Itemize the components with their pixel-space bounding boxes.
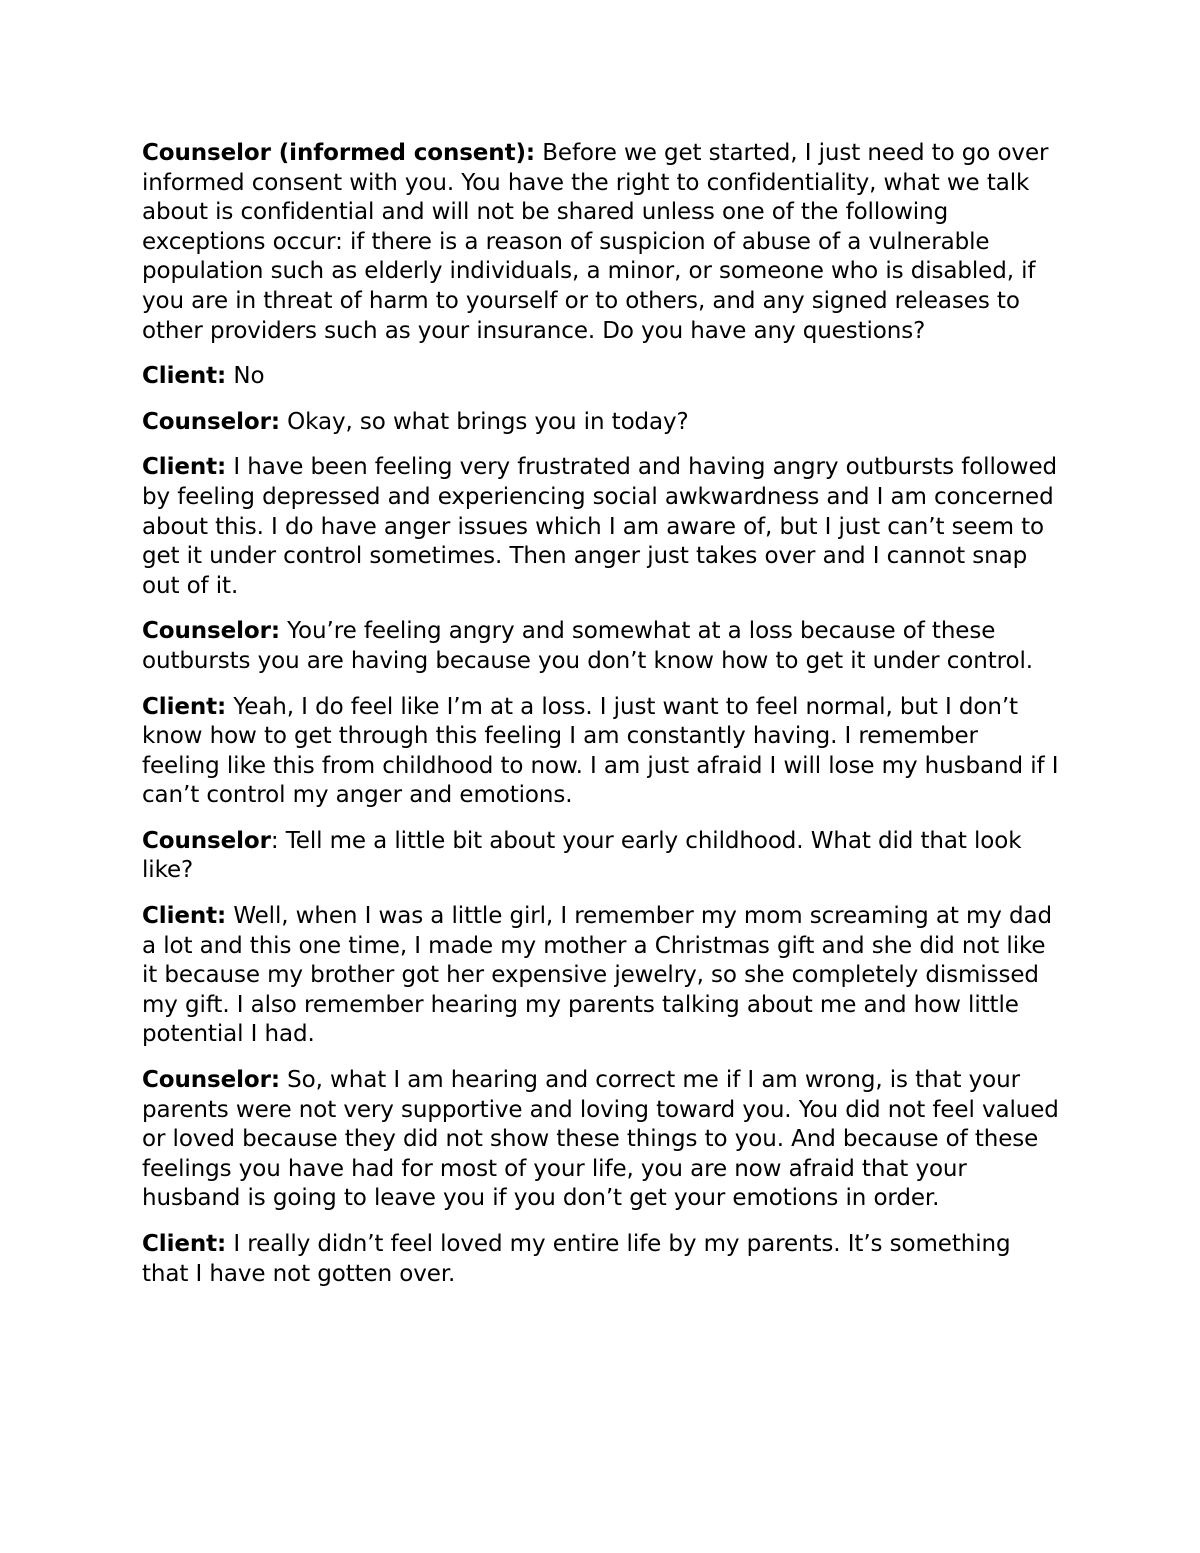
dialogue-turn-counselor (142, 617, 1060, 676)
turn-text: No (226, 363, 265, 390)
speaker-label: Counselor (142, 827, 271, 854)
turn-text: So, what I am hearing and correct me if I am wrong, is that your parents were not very supportive and loving toward you. You did not feel valued or loved because they did not show these things to you. And because of these feelings you have had for most of your life, you are now afraid that your husband is going to leave you if you don’t get your emotions in order. (142, 1067, 1059, 1212)
speaker-label: Client: (142, 363, 227, 390)
dialogue-turn-counselor (142, 827, 1060, 886)
speaker-label: Counselor: (142, 1067, 280, 1094)
turn-text: You’re feeling angry and somewhat at a loss because of these outbursts you are having because you don’t know how to get it under control. (142, 618, 1033, 674)
speaker-label: Counselor (informed consent): (142, 140, 535, 166)
dialogue-turn-client (142, 362, 1060, 392)
turn-text: Yeah, I do feel like I’m at a loss. I just want to feel normal, but I don’t know how to get through this feeling I am constantly having. I remember feeling like this from childhood to now. I am just afraid I will lose my husband if I can’t control my anger and emotions. (142, 693, 1059, 809)
turn-text: Okay, so what brings you in today? (279, 408, 689, 435)
turn-text: I really didn’t feel loved my entire life by my parents. It’s something that I have not gotten over. (142, 1231, 1011, 1287)
dialogue-turn-counselor (142, 1066, 1060, 1214)
speaker-label: Counselor: (142, 618, 280, 645)
turn-text: Before we get started, I just need to go over informed consent with you. You have the right to confidentiality, what we talk about is confidential and will not be shared unless one of the following exceptions occur: if there is a reason of suspicion of abuse of a vulnerable population such as elderly individuals, a minor, or someone who is disabled, if you are in threat of harm to yourself or to others, and any signed releases to other providers such as your insurance. Do you have any questions? (142, 140, 1049, 344)
turn-text: I have been feeling very frustrated and having angry outbursts followed by feeling depressed and experiencing social awkwardness and I am concerned about this. I do have anger issues which I am aware of, but I just can’t seem to get it under control sometimes. Then anger just takes over and I cannot snap out of it. (142, 454, 1057, 599)
speaker-suffix: : (270, 827, 279, 854)
turn-text: Well, when I was a little girl, I remember my mom screaming at my dad a lot and this one time, I made my mother a Christmas gift and she did not like it because my brother got her expensive jewelry, so she completely dismissed my gift. I also remember hearing my parents talking about me and how little potential I had. (142, 903, 1052, 1048)
turn-text: Tell me a little bit about your early childhood. What did that look like? (142, 827, 1022, 884)
speaker-label: Counselor: (142, 408, 280, 435)
speaker-label: Client: (142, 454, 227, 481)
speaker-label: Client: (142, 903, 227, 930)
speaker-label: Client: (142, 1231, 227, 1257)
speaker-label: Client: (142, 693, 227, 720)
dialogue-turn-client (142, 453, 1060, 601)
dialogue-turn-client (142, 693, 1060, 811)
dialogue-turn-client (142, 902, 1060, 1050)
dialogue-turn-counselor (142, 139, 1060, 346)
dialogue-turn-client (142, 1230, 1060, 1289)
dialogue-turn-counselor (142, 408, 1060, 438)
